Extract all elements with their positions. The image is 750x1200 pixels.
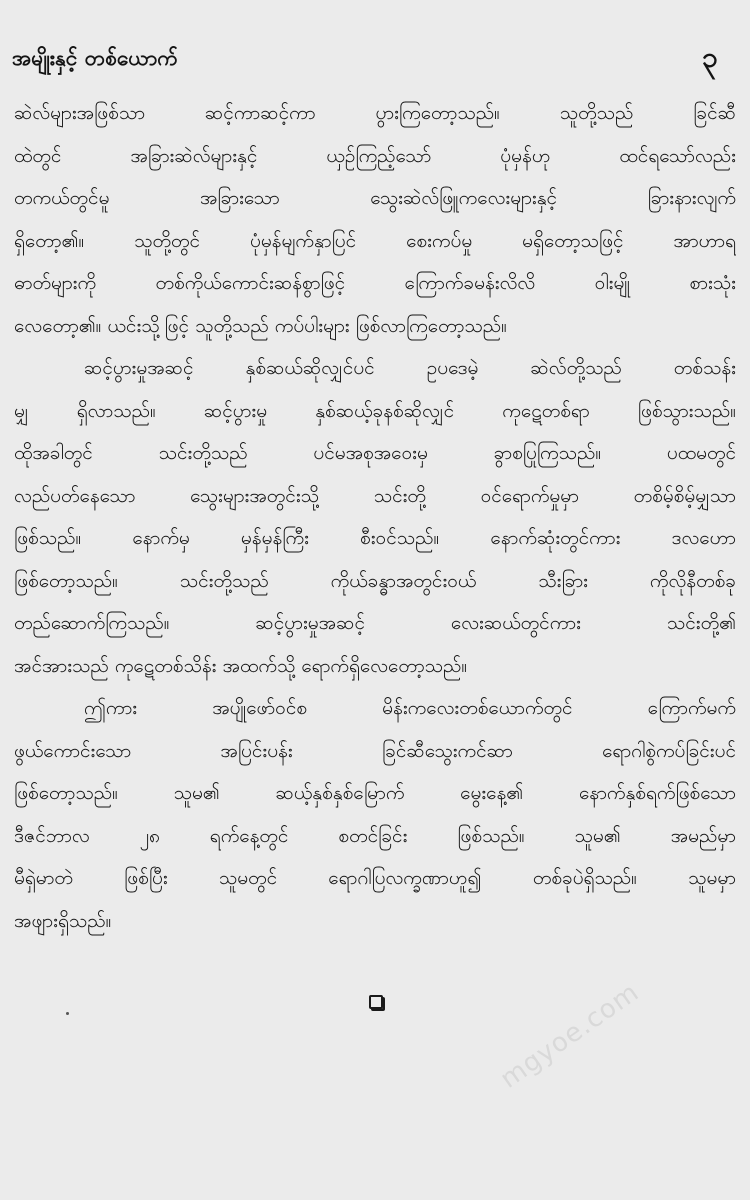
- chapter-title: အမျိုးနှင့် တစ်ယောက်: [12, 45, 178, 70]
- site-watermark: mgyoe.com: [495, 977, 645, 1095]
- text-line: ထဲတွင် အခြားဆဲလ်များနှင့် ယှဉ်ကြည့်သော် ပုံမှန်ဟု ထင်ရသော်လည်း: [14, 144, 736, 167]
- end-of-chapter-square-icon: [369, 995, 383, 1009]
- text-line: ဓာတ်များကို တစ်ကိုယ်ကောင်းဆန်စွာဖြင့် ကြောက်ခမန်းလိလိ ဝါးမျို စားသုံး: [14, 272, 736, 294]
- text-line: ဤကား အပျိုဖော်ဝင်စ မိန်းကလေးတစ်ယောက်တွင် ကြောက်မက်: [84, 697, 736, 719]
- paragraph-2: [14, 347, 736, 687]
- text-line: အဖျားရှိသည်။: [14, 909, 112, 932]
- print-speck: [66, 1012, 69, 1015]
- running-header: [12, 40, 726, 80]
- paragraph-1: [14, 92, 736, 347]
- text-line: အင်အားသည် ကုဋေတစ်သိန်း အထက်သို့ ရောက်ရှိလေတော့သည်။: [14, 654, 468, 677]
- text-line: ဖြစ်တော့သည်။ သူမ၏ ဆယ့်နှစ်နှစ်မြောက် မွေးနေ့၏ နောက်နှစ်ရက်ဖြစ်သော: [14, 782, 736, 804]
- text-line: မျှ ရှိလာသည်။ ဆင့်ပွားမှု နှစ်ဆယ့်ခုနစ်ဆိုလျှင် ကုဋေတစ်ရာ ဖြစ်သွားသည်။: [14, 399, 736, 422]
- body-text: [14, 92, 736, 942]
- text-line: ထိုအခါတွင် သင်းတို့သည် ပင်မအစုအဝေးမှ ခွာစပြုကြသည်။ ပထမတွင်: [14, 442, 736, 464]
- text-line: တည်ဆောက်ကြသည်။ ဆင့်ပွားမှုအဆင့် လေးဆယ်တွင်ကား သင်းတို့၏: [14, 612, 736, 634]
- text-line: ဖြစ်သည်။ နောက်မှ မှန်မှန်ကြီး စီးဝင်သည်။ နောက်ဆုံးတွင်ကား ဒလဟော: [14, 527, 736, 549]
- text-line: ရှိတော့၏။ သူတို့တွင် ပုံမှန်မျက်နှာပြင် စေးကပ်မှု မရှိတော့သဖြင့် အာဟာရ: [14, 229, 736, 252]
- text-line: မီရှဲမာတဲ ဖြစ်ပြီး သူမတွင် ရောဂါပြလက္ခဏာဟူ၍ တစ်ခုပဲရှိသည်။ သူမမှာ: [14, 867, 736, 889]
- text-line: ဆင့်ပွားမှုအဆင့် နှစ်ဆယ်ဆိုလျှင်ပင် ဥပဒေမဲ့ ဆဲလ်တို့သည် တစ်သန်း: [84, 357, 736, 379]
- text-line: တကယ်တွင်မူ အခြားသော သွေးဆဲလ်ဖြူကလေးများနှင့် ခြားနားလျက်: [14, 187, 736, 209]
- text-line: ဆဲလ်များအဖြစ်သာ ဆင့်ကာဆင့်ကာ ပွားကြတော့သည်။ သူတို့သည် ခြင်ဆီ: [14, 102, 736, 124]
- text-line: ဖြစ်တော့သည်။ သင်းတို့သည် ကိုယ်ခန္ဓာအတွင်းဝယ် သီးခြား ကိုလိုနီတစ်ခု: [14, 569, 736, 592]
- page-number: ၃: [702, 41, 718, 74]
- text-line: လည်ပတ်နေသော သွေးများအတွင်းသို့ သင်းတို့ ဝင်ရောက်မှုမှာ တစိမ့်စိမ့်မျှသာ: [14, 484, 736, 507]
- text-line: ဒီဇင်ဘာလ ၂၈ ရက်နေ့တွင် စတင်ခြင်း ဖြစ်သည်။ သူမ၏ အမည်မှာ: [14, 824, 736, 847]
- text-line: လေတော့၏။ ယင်းသို့ဖြင့် သူတို့သည် ကပ်ပါးများ ဖြစ်လာကြတော့သည်။: [14, 314, 507, 337]
- text-line: ဖွယ်ကောင်းသော အပြင်းပန်း ခြင်ဆီသွေးကင်ဆာ ရောဂါစွဲကပ်ခြင်းပင်: [14, 739, 736, 762]
- paragraph-3: [14, 687, 736, 942]
